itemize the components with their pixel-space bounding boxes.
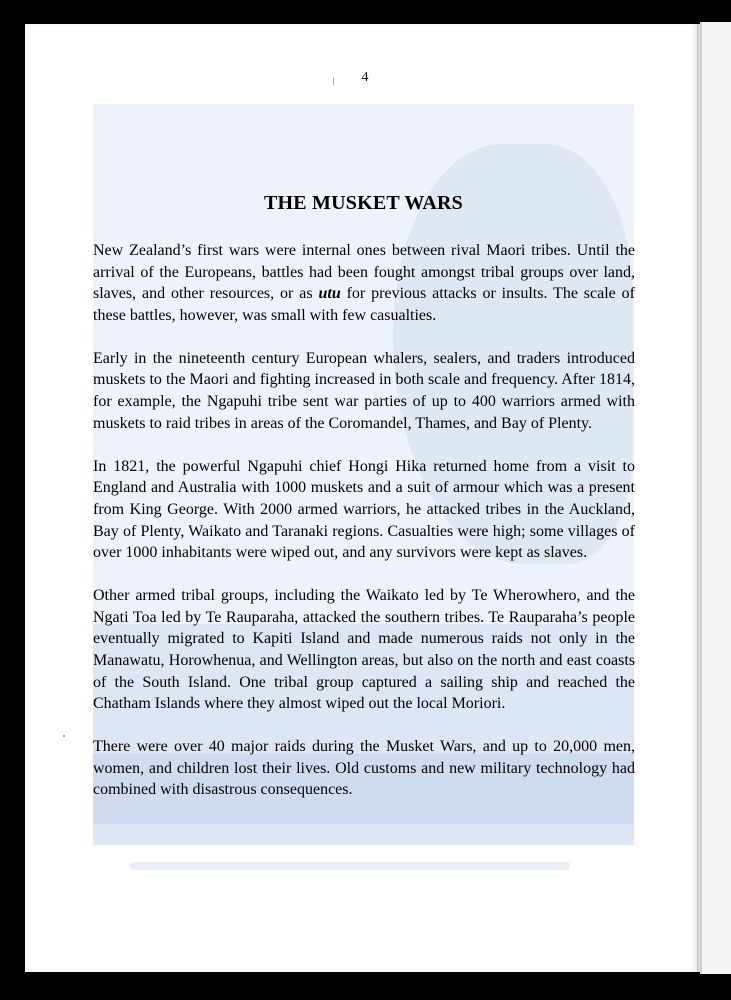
facing-page-edge — [700, 22, 731, 974]
paragraph: Other armed tribal groups, including the Waikato led by Te Wherowhero, and the Ngati Toa led by Te Rauparaha, attacked the southern tribes. Te Rauparaha’s people eventually migrated to Kapiti Island and made numerous raids not only in the Manawatu, Horowhenua, and Wellington areas, but also on the north and east coasts of the South Island. One tribal group captured a sailing ship and reached the Chatham Islands where they almost wiped out the local Moriori. — [93, 587, 635, 713]
article-body — [93, 240, 635, 823]
paragraph: There were over 40 major raids during the Musket Wars, and up to 20,000 men, women, and children lost their lives. Old customs and new military technology had combined with disastrous consequences. — [93, 738, 635, 799]
bleed-through-caption — [130, 862, 570, 870]
page-title: THE MUSKET WARS — [264, 192, 463, 214]
paragraph: New Zealand’s first wars were internal ones between rival Maori tribes. Until the arrival of the Europeans, battles had been fought amongst tribal groups over land, slaves, and other resources, or as utu for previous attacks or insults. The scale of these battles, however, was small with few casualties. — [93, 242, 635, 324]
paragraph: Early in the nineteenth century European whalers, sealers, and traders introduced muskets to the Maori and fighting increased in both scale and frequency. After 1814, for example, the Ngapuhi tribe sent war parties of up to 400 warriors armed with muskets to raid tribes in areas of the Coromandel, Thames, and Bay of Plenty. — [93, 349, 635, 432]
page-number: 4 — [361, 70, 369, 85]
emphasized-term: utu — [318, 285, 341, 303]
paragraph: In 1821, the powerful Ngapuhi chief Hongi Hika returned home from a visit to England and Australia with 1000 muskets and a suit of armour which was a present from King George. With 2000 armed warriors, he attacked tribes in the Auckland, Bay of Plenty, Waikato and Taranaki regions. Casualties were high; some villages of over 1000 inhabitants were wiped out, and any survivors were kept as slaves. — [93, 457, 635, 562]
